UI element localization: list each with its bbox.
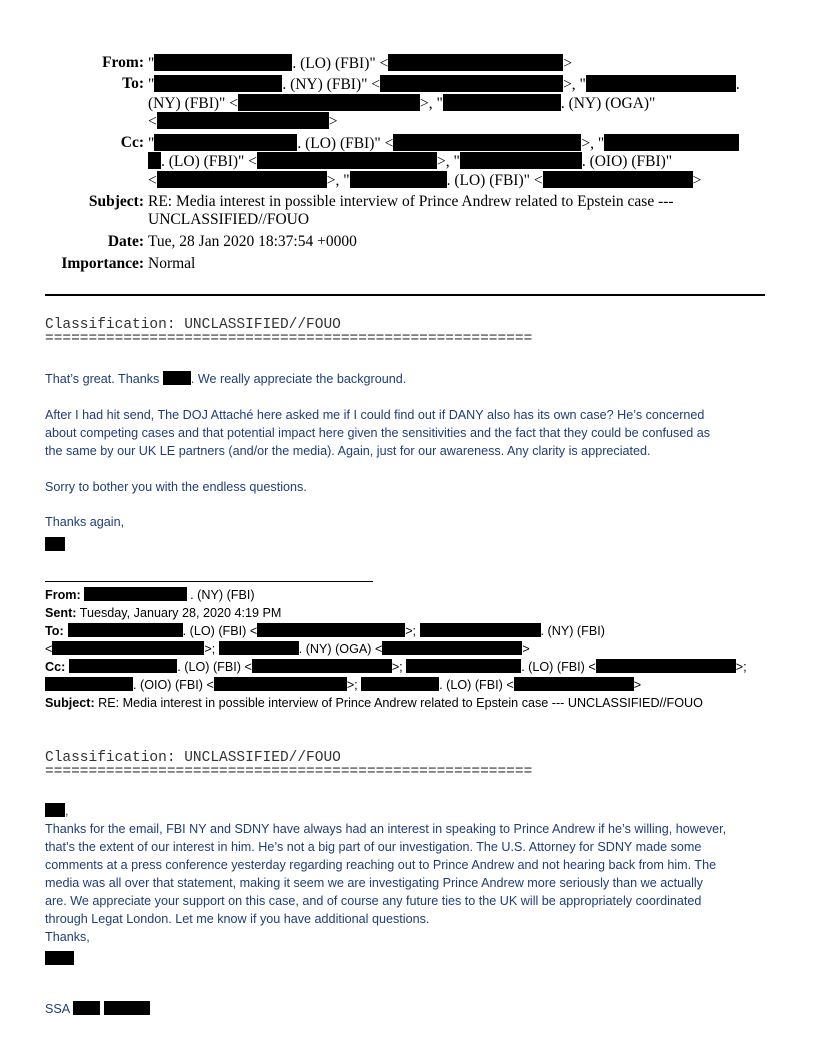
fwd-cc-text: . (LO) (FBI) < [439, 678, 514, 692]
fwd-to-text: . (NY) (FBI) [540, 624, 605, 638]
reply-paragraph-line: After I had hit send, The DOJ Attaché here asked me if I could find out if DANY also has its own case? He’s concerned [45, 408, 705, 422]
fwd-cc-row [45, 658, 747, 676]
redaction-block [148, 152, 161, 169]
fwd-to-text: > [522, 642, 530, 656]
fwd-sent-row [45, 604, 281, 622]
redaction-block [257, 152, 437, 169]
redaction-block [157, 171, 327, 188]
fwd-to-row-2 [45, 640, 530, 658]
fwd-to-text: . (NY) (OGA) < [298, 642, 383, 656]
redaction-block [596, 659, 736, 673]
to-text: (NY) (FBI)" < [148, 95, 238, 112]
redaction-block [443, 94, 561, 111]
redaction-block [252, 659, 392, 673]
fwd-cc-text: >; [391, 660, 407, 674]
fwd-cc-text: >; [735, 660, 747, 674]
reply-paragraph-line: the same by our UK LE partners (and/or the media). Again, just for our awareness. Any clarity is appreciated. [45, 444, 651, 458]
from-label: From: [102, 54, 144, 71]
cc-text: . (LO) (FBI)" < [297, 135, 394, 152]
body-line: Thanks for the email, FBI NY and SDNY have always had an interest in speaking to Prince Andrew if he’s willing, however, [45, 822, 727, 836]
classification-rule: ======================================================== [45, 333, 533, 345]
body-line: through Legat London. Let me know if you have additional questions. [45, 912, 430, 926]
subject-label: Subject: [88, 193, 144, 210]
to-label: To: [122, 75, 144, 92]
redaction-block [380, 75, 563, 92]
body-text: That’s great. Thanks [45, 372, 163, 386]
fwd-cc-text: . (LO) (FBI) < [521, 660, 596, 674]
to-text: . [735, 76, 740, 93]
redaction-block [68, 623, 183, 637]
from-text: " [148, 55, 155, 72]
to-text: >, " [419, 95, 443, 112]
from-text: > [563, 55, 573, 72]
redaction-block [69, 659, 177, 673]
redaction-block [163, 371, 191, 385]
redaction-block [350, 171, 447, 188]
classification-label-2: Classification: UNCLASSIFIED//FOUO [45, 750, 341, 766]
signature-redaction-2 [45, 949, 74, 967]
redaction-block [45, 951, 74, 965]
to-text: . (NY) (OGA)" [560, 95, 656, 112]
redaction-block [406, 659, 521, 673]
cc-text: > [692, 172, 702, 189]
cc-text: < [148, 172, 157, 189]
redaction-block [420, 623, 541, 637]
redaction-block [604, 134, 739, 151]
fwd-cc-label: Cc: [45, 660, 66, 674]
greeting-text: , [65, 804, 69, 818]
fwd-cc-text: > [633, 678, 642, 692]
fwd-from-text: . (NY) (FBI) [186, 588, 255, 602]
reply-paragraph-line: Sorry to bother you with the endless questions. [45, 480, 307, 494]
greeting-line [45, 802, 69, 820]
redaction-block [45, 677, 133, 691]
redaction-block [543, 171, 693, 188]
fwd-to-label: To: [45, 624, 64, 638]
redaction-block [52, 641, 204, 655]
importance-label: Importance: [61, 255, 144, 272]
reply-signoff: Thanks again, [45, 515, 125, 529]
body-line: that’s the extent of our interest in him. He’s not a big part of our investigation. The U.S. Attorney for SDNY made some [45, 840, 702, 854]
cc-text: >, " [326, 172, 350, 189]
fwd-cc-text: . (OIO) (FBI) < [133, 678, 214, 692]
date-label: Date: [107, 233, 144, 250]
redaction-block [214, 677, 347, 691]
redaction-block [73, 1001, 100, 1015]
redaction-block [514, 677, 634, 691]
to-text: > [328, 113, 338, 130]
cc-text: . (LO) (FBI)" < [161, 153, 257, 170]
to-text: . (NY) (FBI)" < [282, 76, 381, 93]
redaction-block [154, 134, 297, 151]
fwd-to-row [45, 622, 605, 640]
fwd-subject-row [45, 694, 703, 712]
cc-text: . (LO) (FBI)" < [446, 172, 543, 189]
fwd-to-text: < [45, 642, 53, 656]
cc-label: Cc: [120, 134, 144, 151]
body-text: . We really appreciate the background. [190, 372, 407, 386]
redaction-block [219, 641, 299, 655]
redaction-block [45, 537, 65, 551]
header-divider [45, 294, 765, 296]
fwd-cc-text: >; [346, 678, 362, 692]
date-text: Tue, 28 Jan 2020 18:37:54 +0000 [148, 233, 357, 250]
fwd-sent-text: Tuesday, January 28, 2020 4:19 PM [76, 606, 282, 620]
redaction-block [361, 677, 439, 691]
to-text: < [148, 113, 157, 130]
subject-text: RE: Media interest in possible interview of Prince Andrew related to Epstein case --- [148, 193, 674, 210]
body-thanks: Thanks, [45, 930, 90, 944]
classification-label: Classification: UNCLASSIFIED//FOUO [45, 317, 341, 333]
signature-line [45, 1000, 150, 1018]
classification-rule-2: ======================================================== [45, 766, 533, 778]
cc-text: >, " [581, 135, 605, 152]
redaction-block [157, 112, 329, 129]
redaction-block [586, 75, 736, 92]
fwd-to-text: >; [204, 642, 219, 656]
reply-line-1 [45, 370, 406, 388]
cc-text: " [148, 135, 155, 152]
fwd-subject-label: Subject: [45, 696, 95, 710]
fwd-to-text: . (LO) (FBI) < [182, 624, 258, 638]
fwd-subject-text: RE: Media interest in possible interview of Prince Andrew related to Epstein case --- UNCLASSIFIED//FOUO [94, 696, 703, 710]
redaction-block [238, 94, 420, 111]
body-line: are. We appreciate your support on this case, and of course any future ties to the UK will be appropriately coordinated [45, 894, 702, 908]
from-text: . (LO) (FBI)" < [292, 55, 389, 72]
redaction-block [388, 54, 563, 71]
redaction-block [460, 152, 582, 169]
signature-title: SSA [45, 1002, 70, 1016]
fwd-cc-row-2 [45, 676, 641, 694]
forward-separator [45, 581, 373, 582]
redaction-block [154, 54, 292, 71]
subject-text: UNCLASSIFIED//FOUO [148, 211, 310, 228]
redaction-block [382, 641, 522, 655]
importance-text: Normal [148, 255, 196, 272]
body-line: media was all over that statement, making it seem we are investigating Prince Andrew more seriously than we actually [45, 876, 703, 890]
redaction-block [257, 623, 405, 637]
redaction-block [154, 75, 282, 92]
reply-paragraph-line: about competing cases and that potential impact here given the sensitivities and the fact that they could be confused as [45, 426, 711, 440]
fwd-from-label: From: [45, 588, 81, 602]
redaction-block [45, 803, 65, 817]
fwd-from-row [45, 586, 255, 604]
cc-text: . (OIO) (FBI)" [581, 153, 673, 170]
redaction-block [84, 587, 187, 601]
cc-text: >, " [437, 153, 460, 170]
signature-redaction [45, 535, 65, 553]
to-text: " [148, 76, 155, 93]
fwd-sent-label: Sent: [45, 606, 77, 620]
redaction-block [104, 1001, 150, 1015]
fwd-to-text: >; [405, 624, 420, 638]
redaction-block [393, 134, 581, 151]
fwd-cc-text: . (LO) (FBI) < [177, 660, 252, 674]
body-line: comments at a press conference yesterday regarding reaching out to Prince Andrew and not hearing back from him. The [45, 858, 717, 872]
to-text: >, " [563, 76, 586, 93]
